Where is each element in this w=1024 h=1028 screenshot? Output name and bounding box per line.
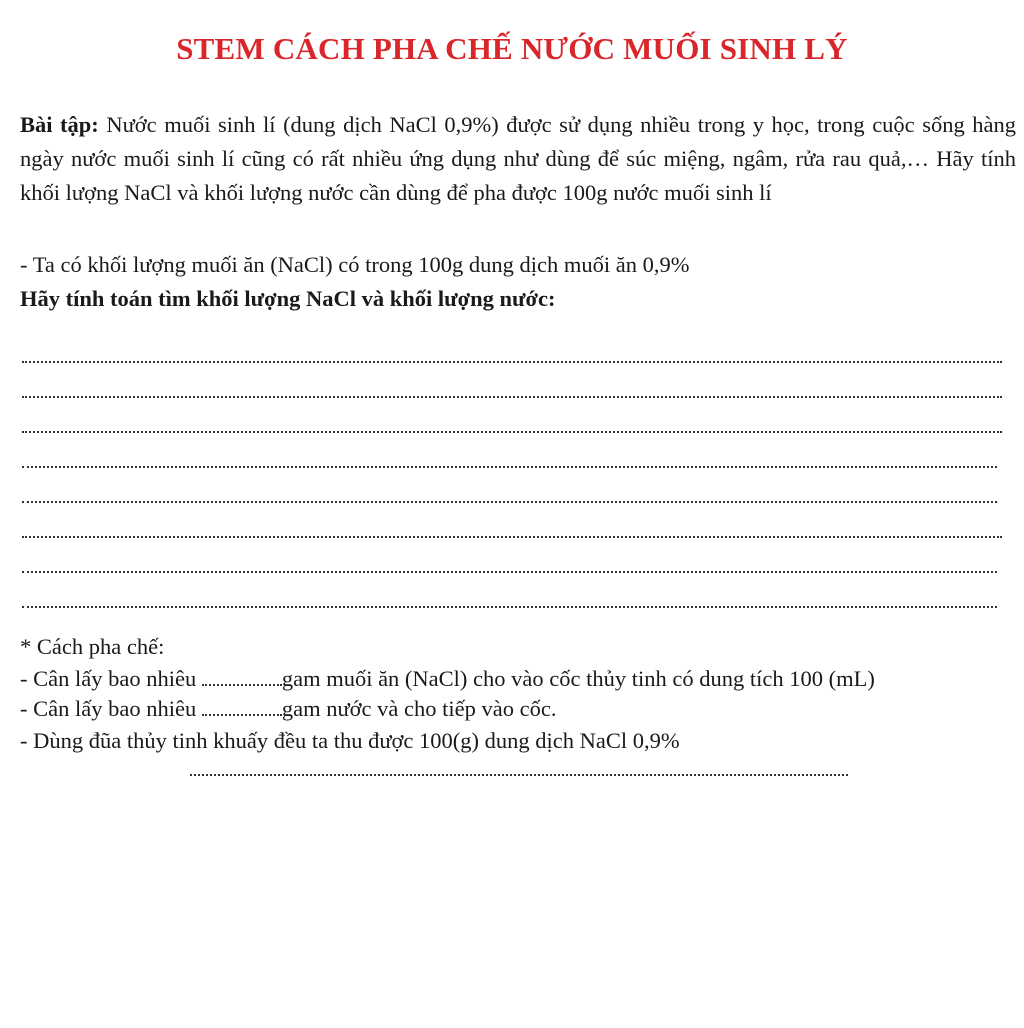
answer-line[interactable] [22, 398, 1002, 433]
method-step-2 [20, 692, 556, 726]
answer-line[interactable] [22, 573, 997, 608]
answer-line[interactable] [22, 363, 1002, 398]
answer-area[interactable] [22, 328, 1002, 608]
final-answer-line[interactable] [190, 764, 848, 776]
answer-line[interactable] [22, 538, 997, 573]
answer-line[interactable] [22, 433, 997, 468]
answer-line[interactable] [22, 328, 1002, 363]
exercise-text: Nước muối sinh lí (dung dịch NaCl 0,9%) được sử dụng nhiều trong y học, trong cuộc sống hàng ngày nước muối sinh lí cũng có rất nhiều ứng dụng như dùng để súc miệng, ngâm, rửa rau quả,… Hãy tính khối lượng NaCl và khối lượng nước cần dùng để pha được 100g nước muối sinh lí [20, 112, 1016, 205]
step-2-prefix: - Cân lấy bao nhiêu [20, 696, 202, 721]
page-title: STEM CÁCH PHA CHẾ NƯỚC MUỐI SINH LÝ [176, 31, 848, 66]
method-step-1 [20, 662, 875, 696]
water-mass-blank[interactable] [202, 696, 282, 716]
method-heading: * Cách pha chế: [20, 634, 165, 659]
method-step-3: - Dùng đũa thủy tinh khuấy đều ta thu được 100(g) dung dịch NaCl 0,9% [20, 728, 680, 753]
step-2-suffix: gam nước và cho tiếp vào cốc. [281, 696, 557, 721]
given-line: - Ta có khối lượng muối ăn (NaCl) có trong 100g dung dịch muối ăn 0,9% [20, 252, 690, 277]
exercise-label: Bài tập: [20, 112, 99, 137]
salt-mass-blank[interactable] [202, 666, 282, 686]
task-heading: Hãy tính toán tìm khối lượng NaCl và khối lượng nước: [20, 286, 556, 311]
step-1-prefix: - Cân lấy bao nhiêu [20, 666, 202, 691]
exercise-paragraph [20, 108, 1016, 210]
answer-line[interactable] [22, 468, 997, 503]
answer-line[interactable] [22, 503, 1002, 538]
step-1-suffix: gam muối ăn (NaCl) cho vào cốc thủy tinh có dung tích 100 (mL) [281, 666, 875, 691]
